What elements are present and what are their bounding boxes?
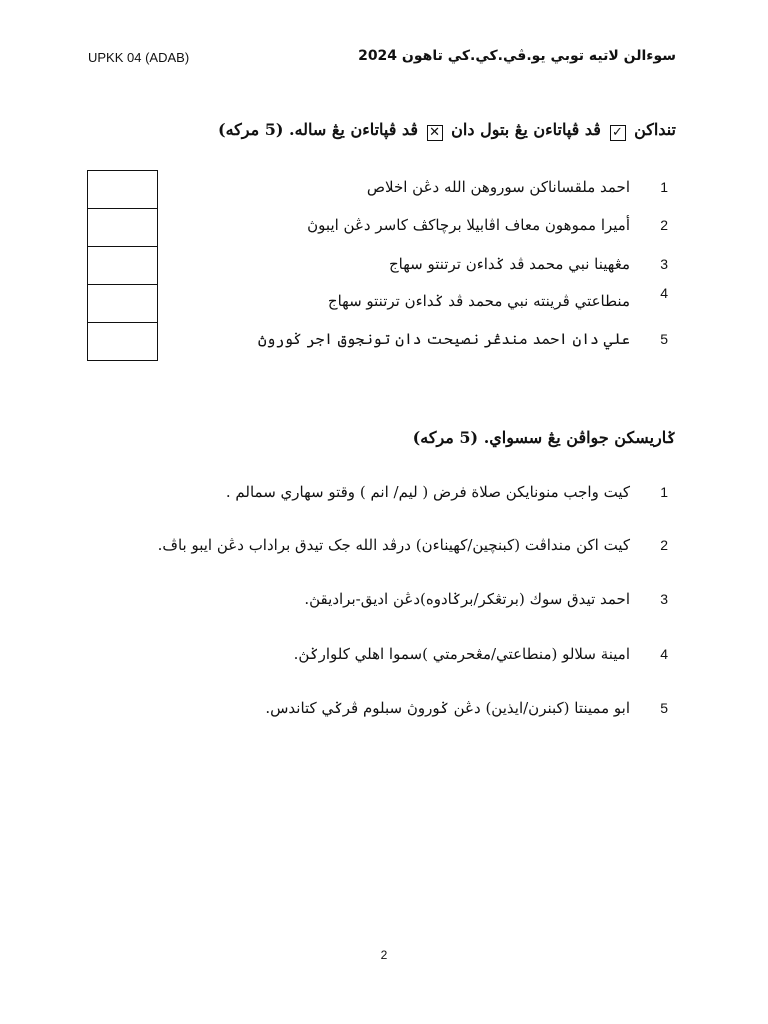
- answer-box-3[interactable]: [87, 246, 158, 284]
- page-title: سوءالن لاتيه توبي يو.ڤي.كي.كي تاهون 2024: [358, 48, 676, 64]
- check-box-icon: ✓: [610, 125, 626, 141]
- question-item: [265, 699, 668, 717]
- item-text: ابو ممينتا (كبنرن/ايذين) دڠن ݢوروڽ سبلوم ڤرݢي كتاندس.: [265, 699, 630, 717]
- instruction-part-a: تنداكن: [634, 120, 676, 139]
- question-item: [294, 645, 668, 663]
- item-text: احمد ملقساناكن سوروهن الله دڠن اخلاص: [366, 178, 630, 196]
- item-number: 2: [660, 217, 668, 233]
- item-text: علي دان احمد مندڠر نصيحت دان تونجوق اجر ݢوروڽ: [257, 330, 630, 348]
- item-text: كيت اكن منداڤت (كبنچين/كهيناءن) درڤد الله جک تيدق براداب دڠن ايبو باڤ.: [157, 536, 630, 554]
- statement-item: [327, 285, 668, 310]
- instruction-part-c: ڤد ڤپاتاءن يڠ ساله. (5 مركه): [218, 120, 419, 139]
- item-number: 4: [660, 285, 668, 301]
- section1-instruction: [218, 120, 676, 141]
- answer-box-4[interactable]: [87, 284, 158, 322]
- item-number: 5: [660, 700, 668, 716]
- item-text: مڠهينا نبي محمد ڤد ݢداءن ترتنتو سهاج: [389, 255, 630, 273]
- item-number: 5: [660, 331, 668, 347]
- question-item: [158, 536, 668, 554]
- section2-instruction: ݢاريسكن جواڤن يڠ سسواي. (5 مركه): [412, 428, 676, 447]
- item-text: كيت واجب منونايكن صلاة فرض ( ليم/ انم ) وقتو سهاري سمالم .: [225, 483, 630, 501]
- question-item: [226, 483, 668, 501]
- statement-item: [258, 330, 668, 348]
- answer-box-5[interactable]: [87, 322, 158, 361]
- answer-boxes: [87, 170, 158, 361]
- statement-item: [367, 178, 668, 196]
- item-number: 3: [660, 591, 668, 607]
- answer-box-2[interactable]: [87, 208, 158, 246]
- item-number: 2: [660, 537, 668, 553]
- paper-code: UPKK 04 (ADAB): [88, 50, 190, 65]
- item-text: منطاعتي ڤرينته نبي محمد ڤد ݢداءن ترتنتو سهاج: [327, 292, 630, 310]
- cross-box-icon: ✕: [427, 125, 443, 141]
- question-item: [304, 590, 668, 608]
- item-text: احمد تيدق سوك (برتڠكر/برݢادوه)دڠن اديق-براديقڽ.: [304, 590, 630, 608]
- item-number: 4: [660, 646, 668, 662]
- item-number: 1: [660, 179, 668, 195]
- item-text: أميرا مموهون معاف اڤابيلا برچاكڤ كاسر دڠن ايبوڽ: [307, 216, 630, 234]
- answer-box-1[interactable]: [87, 170, 158, 208]
- statement-item: [389, 255, 668, 273]
- statement-item: [307, 216, 668, 234]
- page-number: 2: [380, 948, 388, 962]
- item-number: 3: [660, 256, 668, 272]
- item-text: امينة سلالو (منطاعتي/مڠحرمتي )سموا اهلي كلوارݢڽ.: [293, 645, 630, 663]
- item-number: 1: [660, 484, 668, 500]
- instruction-part-b: ڤد ڤپاتاءن يڠ بتول دان: [451, 120, 601, 139]
